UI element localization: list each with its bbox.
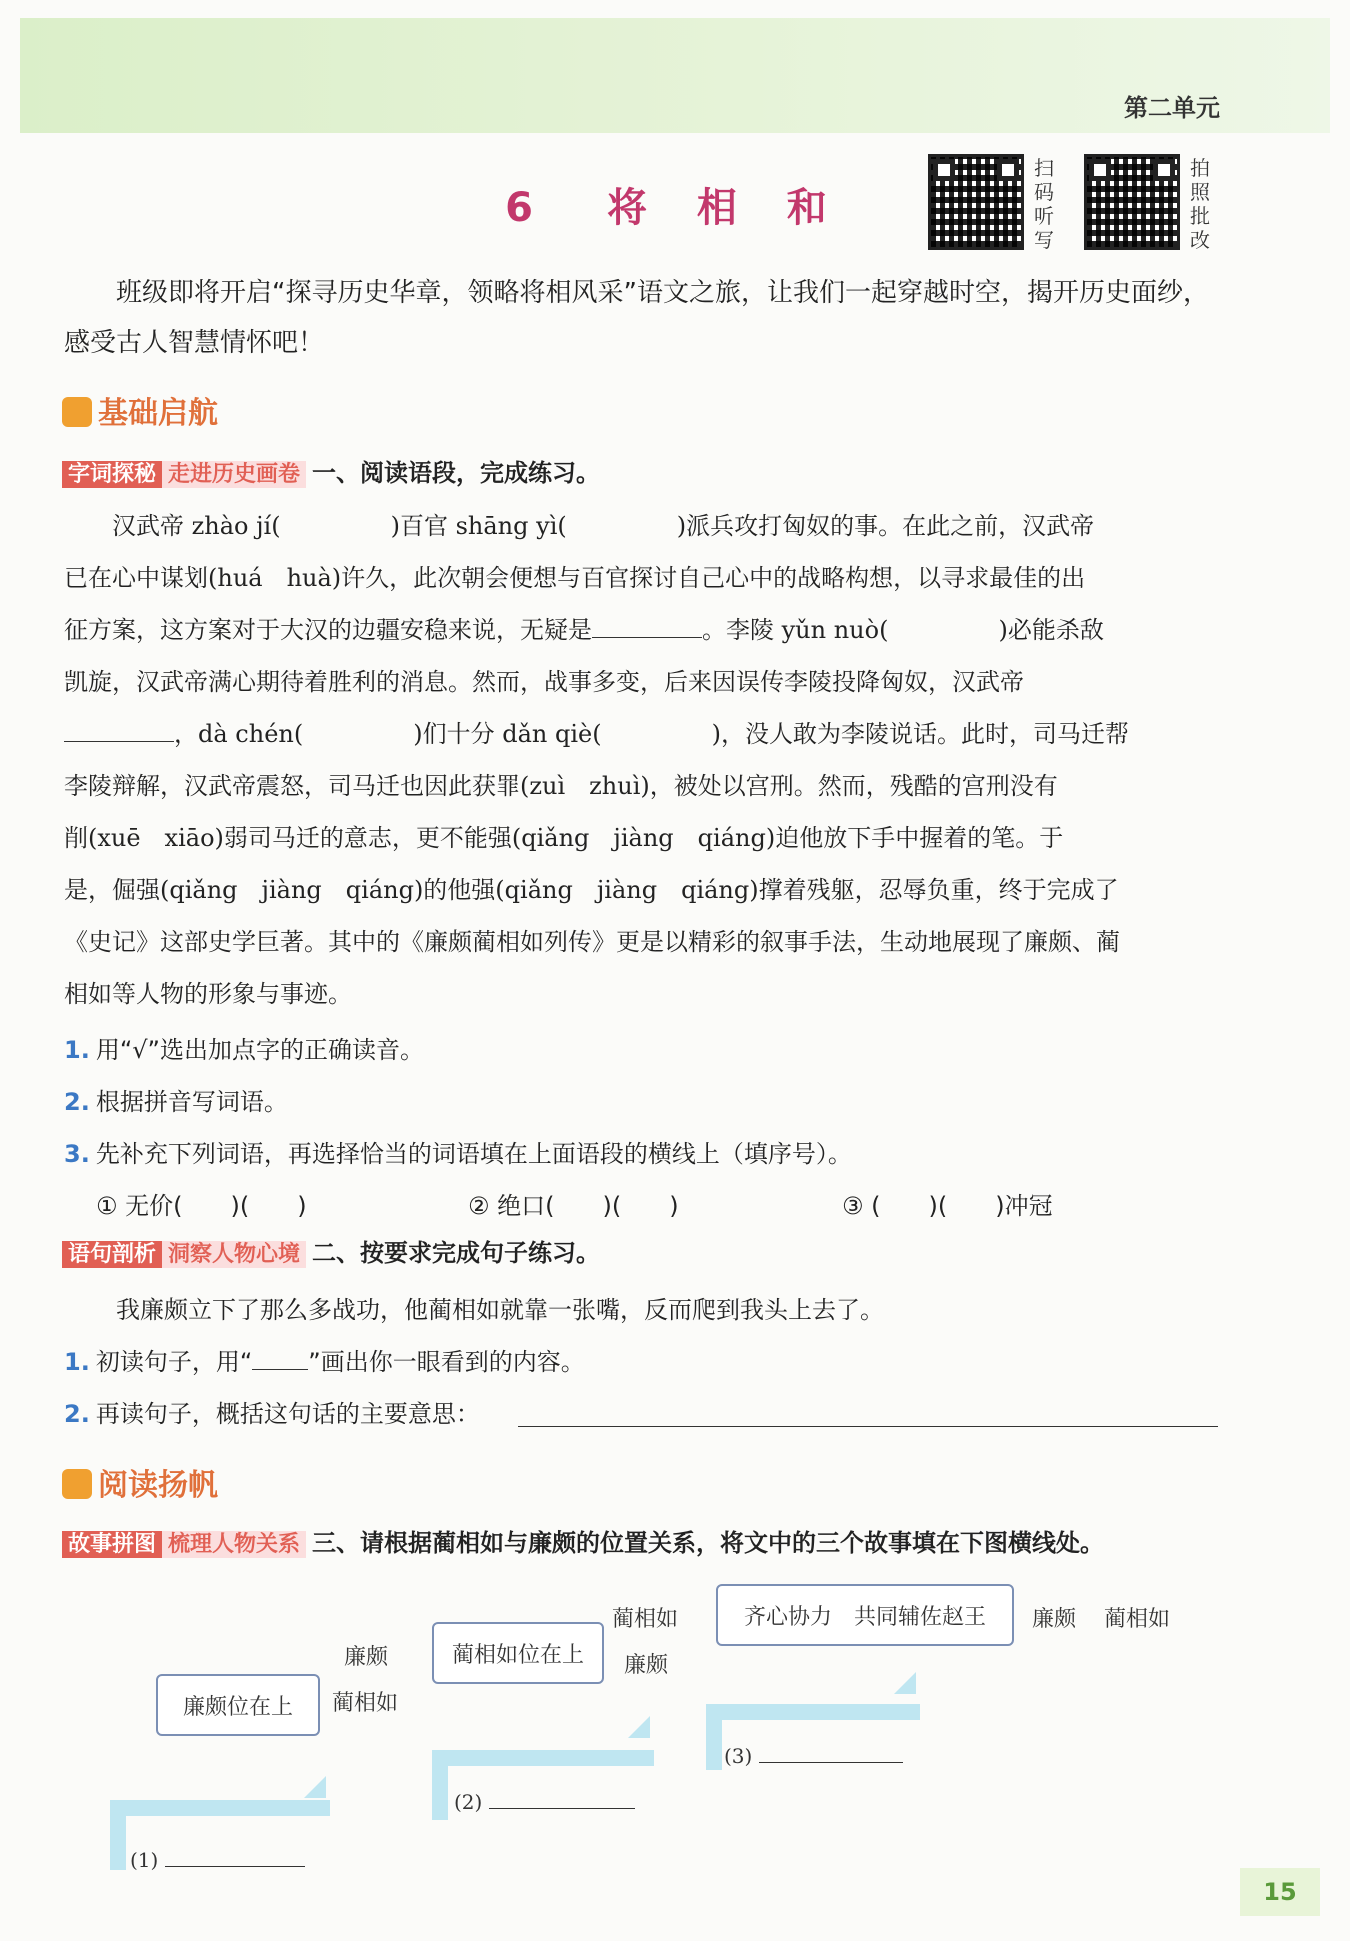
sentence-question-2: 2. 再读句子，概括这句话的主要意思： [64,1400,480,1428]
sentence-question-1: 1. 初读句子，用“ ”画出你一眼看到的内容。 [64,1348,585,1376]
tag-character-mood: 洞察人物心境 [162,1241,306,1268]
passage-line [64,708,1224,760]
passage-text: 削(xuē xiāo)弱司马迁的意志，更不能强(qiǎng jiàng qiáng)迫他放下手中握着的笔。于 [64,824,1064,852]
passage-line [64,552,1224,604]
name-xiangru-3: 蔺相如 [1104,1607,1171,1632]
page-number: 15 [1240,1868,1320,1916]
exercise-one-header [62,458,600,488]
sail-icon [62,397,92,427]
tag-story-puzzle: 故事拼图 [62,1531,162,1558]
passage-text: 是，倔强(qiǎng jiàng qiáng)的他强(qiǎng jiàng qiáng)撑着残躯，忍辱负重，终于完成了 [64,876,1119,904]
reading-passage [64,500,1224,1020]
step-3-side [706,1704,722,1770]
question-3: 3. 先补充下列词语，再选择恰当的词语填在上面语段的横线上（填序号）。 [64,1140,852,1168]
qr-label-grading: 拍照批改 [1190,156,1210,252]
passage-line [64,604,1224,656]
passage-text: )，没人敢为李陵说话。此时，司马迁帮 [711,720,1129,748]
option-3[interactable]: ③ ( )( )冲冠 [842,1192,1053,1220]
answer-fill-line[interactable] [64,717,174,742]
name-lianpo-3: 廉颇 [1032,1607,1077,1632]
answer-line-summary[interactable] [518,1426,1218,1427]
passage-text: 李陵辩解，汉武帝震怒，司马迁也因此获罪(zuì zhuì)，被处以宫刑。然而，残酷的宫刑没有 [64,772,1058,800]
passage-text: 。李陵 yǔn nuò( [702,616,889,644]
passage-line [64,968,1224,1020]
answer-fill-line[interactable] [592,613,702,638]
example-sentence: 我廉颇立下了那么多战功，他蔺相如就靠一张嘴，反而爬到我头上去了。 [116,1296,884,1324]
tag-history-scroll: 走进历史画卷 [162,461,306,488]
step-2-side [432,1750,448,1820]
step-1-top [110,1800,330,1816]
answer-slot-3[interactable]: (3) [724,1744,903,1768]
section-heading-reading: 阅读扬帆 [62,1460,218,1504]
story-box-cooperate: 齐心协力 共同辅佐赵王 [716,1584,1014,1646]
unit-label: 第二单元 [1124,94,1220,122]
step-2-arrow [628,1716,650,1738]
exercise-one-instruction: 一、阅读语段，完成练习。 [312,459,601,487]
tag-sentence-analysis: 语句剖析 [62,1241,162,1268]
passage-text: 汉武帝 zhào jí( [112,512,281,540]
name-lianpo-1: 廉颇 [344,1645,389,1670]
lesson-number: 6 [505,185,552,231]
option-2[interactable]: ② 绝口( )( ) [468,1192,679,1220]
passage-line [64,812,1224,864]
step-3-arrow [894,1672,916,1694]
passage-text: )派兵攻打匈奴的事。在此之前，汉武帝 [676,512,1095,540]
section-heading-basics: 基础启航 [62,388,218,432]
passage-text: 相如等人物的形象与事迹。 [64,980,352,1008]
answer-slot-2[interactable]: (2) [454,1790,635,1814]
passage-text: 征方案，这方案对于大汉的边疆安稳来说，无疑是 [64,616,592,644]
name-xiangru-2: 蔺相如 [612,1607,679,1632]
passage-line [64,916,1224,968]
answer-slot-1[interactable]: (1) [130,1848,305,1872]
qr-code-dictation[interactable] [928,154,1024,250]
exercise-three-header [62,1528,1104,1558]
tag-character-relations: 梳理人物关系 [162,1531,306,1558]
step-3-top [706,1704,920,1720]
book-icon [62,1469,92,1499]
passage-text: )百官 shāng yì( [390,512,567,540]
passage-text: )们十分 dǎn qiè( [413,720,602,748]
passage-text: 凯旋，汉武帝满心期待着胜利的消息。然而，战事多变，后来因误传李陵投降匈奴，汉武帝 [64,668,1024,696]
story-box-lianpo-above: 廉颇位在上 [156,1674,320,1736]
exercise-two-instruction: 二、按要求完成句子练习。 [312,1239,601,1267]
step-2-top [432,1750,654,1766]
passage-text: )必能杀敌 [998,616,1104,644]
passage-line [64,500,1224,552]
passage-text: 已在心中谋划(huá huà)许久，此次朝会便想与百官探讨自己心中的战略构想，以寻求最佳的出 [64,564,1086,592]
qr-code-grading[interactable] [1084,154,1180,250]
passage-line [64,864,1224,916]
qr-label-dictation: 扫码听写 [1034,156,1054,252]
passage-line [64,656,1224,708]
passage-text: ，dà chén( [174,720,304,748]
question-1: 1. 用“√”选出加点字的正确读音。 [64,1036,424,1064]
passage-line [64,760,1224,812]
step-1-arrow [304,1776,326,1798]
tag-word-explore: 字词探秘 [62,461,162,488]
exercise-two-header [62,1238,600,1268]
step-1-side [110,1800,126,1870]
lesson-name: 将 相 和 [606,185,845,231]
intro-paragraph: 班级即将开启“探寻历史华章，领略将相风采”语文之旅，让我们一起穿越时空，揭开历史面纱，感受古人智慧情怀吧！ [64,278,1209,358]
option-1[interactable]: ① 无价( )( ) [96,1192,307,1220]
question-2: 2. 根据拼音写词语。 [64,1088,288,1116]
name-xiangru-1: 蔺相如 [332,1691,399,1716]
name-lianpo-2: 廉颇 [624,1653,669,1678]
story-box-xiangru-above: 蔺相如位在上 [432,1622,604,1684]
exercise-three-instruction: 三、请根据蔺相如与廉颇的位置关系，将文中的三个故事填在下图横线处。 [312,1529,1105,1557]
passage-text: 《史记》这部史学巨著。其中的《廉颇蔺相如列传》更是以精彩的叙事手法，生动地展现了廉颇、蔺 [64,928,1120,956]
